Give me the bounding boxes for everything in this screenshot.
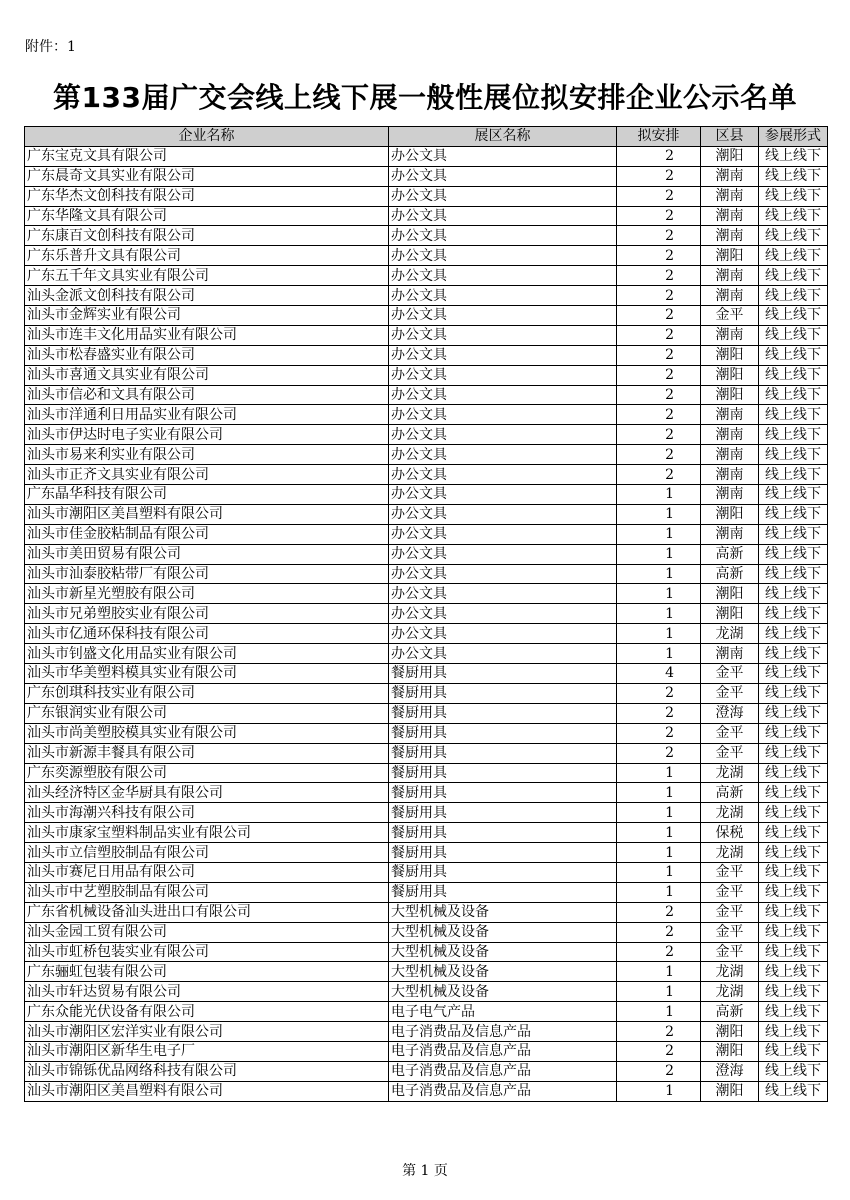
company-name-cell: 广东奕源塑胶有限公司 [25, 763, 389, 783]
participation-mode-cell: 线上线下 [759, 743, 828, 763]
district-cell: 潮南 [701, 524, 759, 544]
company-name-cell: 汕头市伊达时电子实业有限公司 [25, 425, 389, 445]
district-cell: 金平 [701, 882, 759, 902]
participation-mode-cell: 线上线下 [759, 604, 828, 624]
header-company: 企业名称 [25, 127, 389, 147]
company-name-cell: 汕头市尚美塑胶模具实业有限公司 [25, 723, 389, 743]
booth-count-cell: 2 [617, 703, 701, 723]
table-row [25, 743, 828, 763]
exhibit-area-cell: 办公文具 [389, 564, 617, 584]
district-cell: 潮南 [701, 445, 759, 465]
booth-count-cell: 2 [617, 445, 701, 465]
participation-mode-cell: 线上线下 [759, 286, 828, 306]
table-row [25, 425, 828, 445]
district-cell: 潮阳 [701, 604, 759, 624]
exhibit-area-cell: 办公文具 [389, 306, 617, 326]
district-cell: 金平 [701, 862, 759, 882]
attachment-label: 附件：1 [25, 39, 76, 55]
exhibit-area-cell: 办公文具 [389, 425, 617, 445]
participation-mode-cell: 线上线下 [759, 843, 828, 863]
district-cell: 金平 [701, 902, 759, 922]
company-name-cell: 汕头市潮阳区宏洋实业有限公司 [25, 1022, 389, 1042]
district-cell: 金平 [701, 942, 759, 962]
company-name-cell: 广东宝克文具有限公司 [25, 146, 389, 166]
participation-mode-cell: 线上线下 [759, 226, 828, 246]
district-cell: 潮阳 [701, 504, 759, 524]
table-row [25, 803, 828, 823]
district-cell: 高新 [701, 783, 759, 803]
table-row [25, 465, 828, 485]
district-cell: 龙湖 [701, 962, 759, 982]
booth-count-cell: 2 [617, 146, 701, 166]
district-cell: 龙湖 [701, 982, 759, 1002]
booth-count-cell: 1 [617, 862, 701, 882]
participation-mode-cell: 线上线下 [759, 306, 828, 326]
company-name-cell: 广东省机械设备汕头进出口有限公司 [25, 902, 389, 922]
exhibit-area-cell: 办公文具 [389, 266, 617, 286]
table-row [25, 823, 828, 843]
table-row [25, 624, 828, 644]
booth-count-cell: 1 [617, 982, 701, 1002]
company-name-cell: 汕头市松春盛实业有限公司 [25, 345, 389, 365]
participation-mode-cell: 线上线下 [759, 703, 828, 723]
company-name-cell: 汕头金园工贸有限公司 [25, 922, 389, 942]
company-name-cell: 广东晶华科技有限公司 [25, 485, 389, 505]
company-name-cell: 汕头市海潮兴科技有限公司 [25, 803, 389, 823]
exhibit-area-cell: 办公文具 [389, 166, 617, 186]
booth-count-cell: 1 [617, 524, 701, 544]
booth-count-cell: 2 [617, 306, 701, 326]
booth-count-cell: 2 [617, 902, 701, 922]
participation-mode-cell: 线上线下 [759, 902, 828, 922]
participation-mode-cell: 线上线下 [759, 544, 828, 564]
table-row [25, 345, 828, 365]
booth-count-cell: 2 [617, 325, 701, 345]
table-row [25, 146, 828, 166]
company-name-cell: 汕头市金辉实业有限公司 [25, 306, 389, 326]
district-cell: 龙湖 [701, 843, 759, 863]
district-cell: 潮南 [701, 266, 759, 286]
exhibit-area-cell: 大型机械及设备 [389, 962, 617, 982]
company-name-cell: 汕头市易来利实业有限公司 [25, 445, 389, 465]
exhibit-area-cell: 办公文具 [389, 206, 617, 226]
header-booths: 拟安排 [617, 127, 701, 147]
booth-count-cell: 1 [617, 584, 701, 604]
booth-count-cell: 2 [617, 206, 701, 226]
table-row [25, 365, 828, 385]
booth-count-cell: 1 [617, 504, 701, 524]
booth-count-cell: 2 [617, 942, 701, 962]
district-cell: 潮南 [701, 644, 759, 664]
booth-count-cell: 2 [617, 922, 701, 942]
table-row [25, 982, 828, 1002]
participation-mode-cell: 线上线下 [759, 1022, 828, 1042]
participation-mode-cell: 线上线下 [759, 922, 828, 942]
district-cell: 潮南 [701, 286, 759, 306]
booth-count-cell: 1 [617, 564, 701, 584]
exhibit-area-cell: 办公文具 [389, 524, 617, 544]
table-row [25, 843, 828, 863]
table-row [25, 1022, 828, 1042]
exhibit-area-cell: 办公文具 [389, 325, 617, 345]
table-row [25, 1041, 828, 1061]
district-cell: 潮南 [701, 206, 759, 226]
booth-count-cell: 2 [617, 723, 701, 743]
table-row [25, 723, 828, 743]
participation-mode-cell: 线上线下 [759, 146, 828, 166]
exhibit-area-cell: 办公文具 [389, 465, 617, 485]
table-row [25, 882, 828, 902]
exhibit-area-cell: 办公文具 [389, 146, 617, 166]
exhibit-area-cell: 办公文具 [389, 604, 617, 624]
booth-count-cell: 1 [617, 962, 701, 982]
table-row [25, 186, 828, 206]
participation-mode-cell: 线上线下 [759, 823, 828, 843]
table-row [25, 504, 828, 524]
booth-count-cell: 1 [617, 485, 701, 505]
exhibit-area-cell: 办公文具 [389, 345, 617, 365]
participation-mode-cell: 线上线下 [759, 445, 828, 465]
exhibit-area-cell: 餐厨用具 [389, 683, 617, 703]
company-name-cell: 汕头市洋通利日用品实业有限公司 [25, 405, 389, 425]
booth-count-cell: 1 [617, 624, 701, 644]
table-row [25, 405, 828, 425]
table-row [25, 325, 828, 345]
exhibit-area-cell: 餐厨用具 [389, 723, 617, 743]
table-row [25, 862, 828, 882]
page-title: 第133届广交会线上线下展一般性展位拟安排企业公示名单 [53, 81, 797, 114]
company-name-cell: 汕头市亿通环保科技有限公司 [25, 624, 389, 644]
participation-mode-cell: 线上线下 [759, 325, 828, 345]
participation-mode-cell: 线上线下 [759, 624, 828, 644]
table-row [25, 246, 828, 266]
booth-count-cell: 1 [617, 1002, 701, 1022]
table-row [25, 1002, 828, 1022]
table-row [25, 544, 828, 564]
table-row [25, 286, 828, 306]
company-name-cell: 汕头市轩达贸易有限公司 [25, 982, 389, 1002]
district-cell: 高新 [701, 544, 759, 564]
exhibit-area-cell: 办公文具 [389, 365, 617, 385]
booth-count-cell: 2 [617, 385, 701, 405]
header-mode: 参展形式 [759, 127, 828, 147]
exhibit-area-cell: 餐厨用具 [389, 823, 617, 843]
exhibit-area-cell: 电子消费品及信息产品 [389, 1022, 617, 1042]
district-cell: 澄海 [701, 1061, 759, 1081]
exhibit-area-cell: 办公文具 [389, 226, 617, 246]
booth-count-cell: 1 [617, 803, 701, 823]
participation-mode-cell: 线上线下 [759, 962, 828, 982]
district-cell: 金平 [701, 306, 759, 326]
district-cell: 潮阳 [701, 345, 759, 365]
company-name-cell: 汕头市新源丰餐具有限公司 [25, 743, 389, 763]
header-district: 区县 [701, 127, 759, 147]
participation-mode-cell: 线上线下 [759, 683, 828, 703]
company-name-cell: 汕头市信必和文具有限公司 [25, 385, 389, 405]
table-row [25, 445, 828, 465]
exhibit-area-cell: 电子消费品及信息产品 [389, 1081, 617, 1101]
exhibit-area-cell: 电子电气产品 [389, 1002, 617, 1022]
company-name-cell: 汕头市中艺塑胶制品有限公司 [25, 882, 389, 902]
participation-mode-cell: 线上线下 [759, 504, 828, 524]
booth-count-cell: 2 [617, 246, 701, 266]
table-row [25, 385, 828, 405]
participation-mode-cell: 线上线下 [759, 982, 828, 1002]
participation-mode-cell: 线上线下 [759, 1081, 828, 1101]
exhibit-area-cell: 餐厨用具 [389, 703, 617, 723]
district-cell: 澄海 [701, 703, 759, 723]
participation-mode-cell: 线上线下 [759, 942, 828, 962]
participation-mode-cell: 线上线下 [759, 564, 828, 584]
company-name-cell: 汕头市钊盛文化用品实业有限公司 [25, 644, 389, 664]
participation-mode-cell: 线上线下 [759, 524, 828, 544]
company-name-cell: 汕头市喜通文具实业有限公司 [25, 365, 389, 385]
district-cell: 潮南 [701, 325, 759, 345]
participation-mode-cell: 线上线下 [759, 763, 828, 783]
exhibit-area-cell: 办公文具 [389, 286, 617, 306]
exhibit-area-cell: 餐厨用具 [389, 803, 617, 823]
district-cell: 潮阳 [701, 146, 759, 166]
exhibit-area-cell: 大型机械及设备 [389, 942, 617, 962]
booth-count-cell: 1 [617, 783, 701, 803]
district-cell: 潮南 [701, 405, 759, 425]
company-name-cell: 广东银润实业有限公司 [25, 703, 389, 723]
company-name-cell: 汕头市佳金胶粘制品有限公司 [25, 524, 389, 544]
company-name-cell: 广东五千年文具实业有限公司 [25, 266, 389, 286]
booth-count-cell: 2 [617, 425, 701, 445]
company-name-cell: 汕头市虹桥包装实业有限公司 [25, 942, 389, 962]
booth-count-cell: 2 [617, 286, 701, 306]
company-name-cell: 广东华杰文创科技有限公司 [25, 186, 389, 206]
district-cell: 潮南 [701, 226, 759, 246]
booth-count-cell: 1 [617, 763, 701, 783]
exhibit-area-cell: 餐厨用具 [389, 843, 617, 863]
exhibit-area-cell: 办公文具 [389, 405, 617, 425]
booth-count-cell: 1 [617, 1081, 701, 1101]
table-row [25, 206, 828, 226]
company-name-cell: 汕头市立信塑胶制品有限公司 [25, 843, 389, 863]
participation-mode-cell: 线上线下 [759, 345, 828, 365]
header-exhibit-area: 展区名称 [389, 127, 617, 147]
booth-count-cell: 2 [617, 186, 701, 206]
exhibit-area-cell: 办公文具 [389, 504, 617, 524]
exhibit-area-cell: 办公文具 [389, 246, 617, 266]
table-row [25, 306, 828, 326]
table-row [25, 266, 828, 286]
exhibit-area-cell: 餐厨用具 [389, 743, 617, 763]
participation-mode-cell: 线上线下 [759, 644, 828, 664]
district-cell: 潮阳 [701, 1081, 759, 1101]
participation-mode-cell: 线上线下 [759, 385, 828, 405]
company-name-cell: 汕头市潮阳区新华生电子厂 [25, 1041, 389, 1061]
exhibit-area-cell: 办公文具 [389, 624, 617, 644]
booth-count-cell: 2 [617, 266, 701, 286]
table-row [25, 226, 828, 246]
company-name-cell: 汕头市兄弟塑胶实业有限公司 [25, 604, 389, 624]
company-name-cell: 广东骊虹包装有限公司 [25, 962, 389, 982]
table-row [25, 664, 828, 684]
district-cell: 龙湖 [701, 624, 759, 644]
district-cell: 金平 [701, 664, 759, 684]
participation-mode-cell: 线上线下 [759, 246, 828, 266]
district-cell: 潮阳 [701, 246, 759, 266]
company-name-cell: 汕头市美田贸易有限公司 [25, 544, 389, 564]
district-cell: 高新 [701, 564, 759, 584]
company-name-cell: 汕头市康家宝塑料制品实业有限公司 [25, 823, 389, 843]
company-name-cell: 广东众能光伏设备有限公司 [25, 1002, 389, 1022]
participation-mode-cell: 线上线下 [759, 803, 828, 823]
district-cell: 金平 [701, 723, 759, 743]
district-cell: 潮南 [701, 186, 759, 206]
exhibit-area-cell: 电子消费品及信息产品 [389, 1041, 617, 1061]
district-cell: 高新 [701, 1002, 759, 1022]
exhibit-area-cell: 大型机械及设备 [389, 982, 617, 1002]
participation-mode-cell: 线上线下 [759, 1061, 828, 1081]
table-row [25, 644, 828, 664]
company-name-cell: 汕头市潮阳区美昌塑料有限公司 [25, 504, 389, 524]
participation-mode-cell: 线上线下 [759, 425, 828, 445]
table-row [25, 763, 828, 783]
participation-mode-cell: 线上线下 [759, 186, 828, 206]
district-cell: 潮阳 [701, 584, 759, 604]
booth-count-cell: 1 [617, 544, 701, 564]
table-row [25, 1061, 828, 1081]
participation-mode-cell: 线上线下 [759, 882, 828, 902]
participation-mode-cell: 线上线下 [759, 266, 828, 286]
participation-mode-cell: 线上线下 [759, 485, 828, 505]
booth-count-cell: 2 [617, 465, 701, 485]
exhibitor-table [24, 126, 828, 1102]
booth-count-cell: 2 [617, 226, 701, 246]
exhibit-area-cell: 办公文具 [389, 644, 617, 664]
booth-count-cell: 4 [617, 664, 701, 684]
participation-mode-cell: 线上线下 [759, 584, 828, 604]
company-name-cell: 广东康百文创科技有限公司 [25, 226, 389, 246]
booth-count-cell: 2 [617, 405, 701, 425]
table-row [25, 604, 828, 624]
exhibit-area-cell: 餐厨用具 [389, 763, 617, 783]
table-row [25, 683, 828, 703]
company-name-cell: 汕头市正齐文具实业有限公司 [25, 465, 389, 485]
participation-mode-cell: 线上线下 [759, 723, 828, 743]
exhibit-area-cell: 办公文具 [389, 445, 617, 465]
participation-mode-cell: 线上线下 [759, 405, 828, 425]
table-row [25, 922, 828, 942]
exhibit-area-cell: 办公文具 [389, 385, 617, 405]
district-cell: 金平 [701, 743, 759, 763]
company-name-cell: 汕头金派文创科技有限公司 [25, 286, 389, 306]
company-name-cell: 汕头市汕泰胶粘带厂有限公司 [25, 564, 389, 584]
district-cell: 潮南 [701, 465, 759, 485]
district-cell: 金平 [701, 683, 759, 703]
exhibit-area-cell: 大型机械及设备 [389, 922, 617, 942]
company-name-cell: 广东晨奇文具实业有限公司 [25, 166, 389, 186]
booth-count-cell: 1 [617, 843, 701, 863]
exhibit-area-cell: 餐厨用具 [389, 783, 617, 803]
district-cell: 潮南 [701, 166, 759, 186]
table-row [25, 703, 828, 723]
table-row [25, 1081, 828, 1101]
exhibit-area-cell: 餐厨用具 [389, 664, 617, 684]
table-row [25, 962, 828, 982]
company-name-cell: 广东华隆文具有限公司 [25, 206, 389, 226]
company-name-cell: 广东创琪科技实业有限公司 [25, 683, 389, 703]
participation-mode-cell: 线上线下 [759, 783, 828, 803]
participation-mode-cell: 线上线下 [759, 1002, 828, 1022]
table-row [25, 564, 828, 584]
table-header-row [25, 127, 828, 147]
participation-mode-cell: 线上线下 [759, 862, 828, 882]
table-row [25, 584, 828, 604]
table-row [25, 524, 828, 544]
page-number: 第 1 页 [402, 1163, 448, 1179]
booth-count-cell: 2 [617, 166, 701, 186]
table-row [25, 902, 828, 922]
company-name-cell: 汕头市锦铄优品网络科技有限公司 [25, 1061, 389, 1081]
company-name-cell: 汕头经济特区金华厨具有限公司 [25, 783, 389, 803]
exhibit-area-cell: 大型机械及设备 [389, 902, 617, 922]
table-row [25, 783, 828, 803]
booth-count-cell: 2 [617, 743, 701, 763]
district-cell: 潮阳 [701, 1022, 759, 1042]
booth-count-cell: 2 [617, 365, 701, 385]
district-cell: 潮南 [701, 485, 759, 505]
exhibit-area-cell: 办公文具 [389, 485, 617, 505]
booth-count-cell: 1 [617, 644, 701, 664]
exhibit-area-cell: 办公文具 [389, 584, 617, 604]
company-name-cell: 广东乐普升文具有限公司 [25, 246, 389, 266]
company-name-cell: 汕头市赛尼日用品有限公司 [25, 862, 389, 882]
district-cell: 潮阳 [701, 1041, 759, 1061]
booth-count-cell: 2 [617, 1022, 701, 1042]
company-name-cell: 汕头市新星光塑胶有限公司 [25, 584, 389, 604]
exhibit-area-cell: 餐厨用具 [389, 882, 617, 902]
table-row [25, 166, 828, 186]
participation-mode-cell: 线上线下 [759, 664, 828, 684]
company-name-cell: 汕头市连丰文化用品实业有限公司 [25, 325, 389, 345]
booth-count-cell: 1 [617, 823, 701, 843]
company-name-cell: 汕头市潮阳区美昌塑料有限公司 [25, 1081, 389, 1101]
booth-count-cell: 2 [617, 1061, 701, 1081]
table-row [25, 942, 828, 962]
table-row [25, 485, 828, 505]
booth-count-cell: 2 [617, 1041, 701, 1061]
district-cell: 龙湖 [701, 763, 759, 783]
exhibit-area-cell: 办公文具 [389, 186, 617, 206]
district-cell: 龙湖 [701, 803, 759, 823]
exhibit-area-cell: 电子消费品及信息产品 [389, 1061, 617, 1081]
participation-mode-cell: 线上线下 [759, 206, 828, 226]
exhibit-area-cell: 餐厨用具 [389, 862, 617, 882]
district-cell: 金平 [701, 922, 759, 942]
booth-count-cell: 1 [617, 882, 701, 902]
district-cell: 潮南 [701, 425, 759, 445]
district-cell: 潮阳 [701, 365, 759, 385]
participation-mode-cell: 线上线下 [759, 166, 828, 186]
district-cell: 潮阳 [701, 385, 759, 405]
participation-mode-cell: 线上线下 [759, 1041, 828, 1061]
booth-count-cell: 2 [617, 345, 701, 365]
participation-mode-cell: 线上线下 [759, 465, 828, 485]
company-name-cell: 汕头市华美塑料模具实业有限公司 [25, 664, 389, 684]
booth-count-cell: 2 [617, 683, 701, 703]
booth-count-cell: 1 [617, 604, 701, 624]
exhibit-area-cell: 办公文具 [389, 544, 617, 564]
district-cell: 保税 [701, 823, 759, 843]
participation-mode-cell: 线上线下 [759, 365, 828, 385]
